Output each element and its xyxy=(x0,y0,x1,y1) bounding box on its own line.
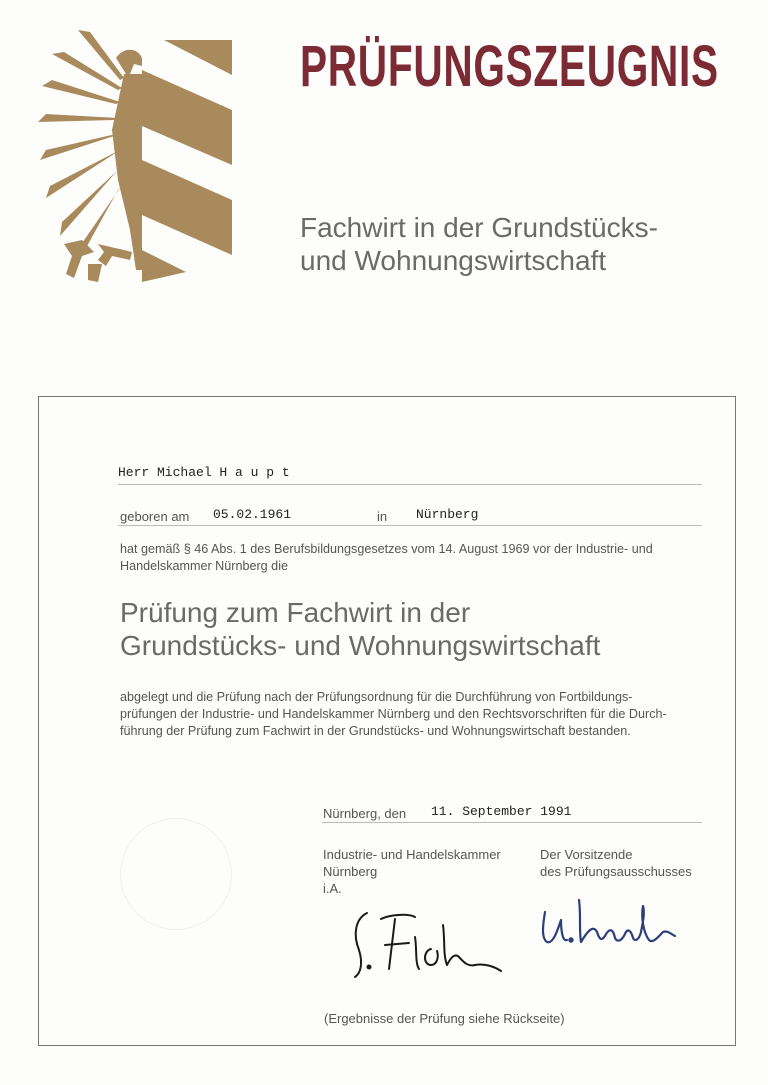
coat-of-arms-emblem xyxy=(38,30,232,286)
exam-name xyxy=(120,596,600,662)
subtitle-line-1: Fachwirt in der Grundstücks- xyxy=(300,212,658,243)
birth-place: Nürnberg xyxy=(416,507,479,522)
chamber-line-3: i.A. xyxy=(323,881,342,896)
in-label: in xyxy=(377,509,388,524)
intro-line-2: Handelskammer Nürnberg die xyxy=(120,559,288,573)
body-line-2: prüfungen der Industrie- und Handelskammer Nürnberg und den Rechtsvorschriften für die Durch- xyxy=(120,707,667,721)
chamber-line-2: Nürnberg xyxy=(323,864,378,879)
chamber-signatory xyxy=(323,846,501,897)
chair-signatory xyxy=(540,846,692,880)
birth-underline xyxy=(118,525,702,526)
body-line-3: führung der Prüfung zum Fachwirt in der Grundstücks- und Wohnungswirtschaft bestanden. xyxy=(120,724,631,738)
intro-line-1: hat gemäß § 46 Abs. 1 des Berufsbildungsgesetzes vom 14. August 1969 vor der Industrie- und xyxy=(120,542,653,556)
recipient-name: Herr Michael H a u p t xyxy=(118,465,290,480)
body-line-1: abgelegt und die Prüfung nach der Prüfungsordnung für die Durchführung von Fortbildungs- xyxy=(120,690,633,704)
birth-date: 05.02.1961 xyxy=(213,507,292,522)
embossed-seal xyxy=(120,818,232,930)
certificate-title: PRÜFUNGSZEUGNIS xyxy=(300,34,719,99)
exam-line-1: Prüfung zum Fachwirt in der xyxy=(120,597,471,628)
chair-line-1: Der Vorsitzende xyxy=(540,847,633,862)
footer-note: (Ergebnisse der Prüfung siehe Rückseite) xyxy=(324,1011,565,1026)
born-label: geboren am xyxy=(120,509,190,524)
name-underline xyxy=(118,484,702,485)
body-text xyxy=(120,689,704,740)
signature-left xyxy=(345,905,510,985)
intro-text xyxy=(120,541,704,575)
date-underline xyxy=(322,822,702,823)
issue-date: 11. September 1991 xyxy=(431,804,572,819)
chair-line-2: des Prüfungsausschusses xyxy=(540,864,692,879)
exam-line-2: Grundstücks- und Wohnungswirtschaft xyxy=(120,630,601,661)
signature-right xyxy=(535,892,695,952)
subtitle-line-2: und Wohnungswirtschaft xyxy=(300,245,607,276)
chamber-line-1: Industrie- und Handelskammer xyxy=(323,847,501,862)
certificate-subtitle xyxy=(300,211,658,277)
place-label: Nürnberg, den xyxy=(323,806,407,821)
